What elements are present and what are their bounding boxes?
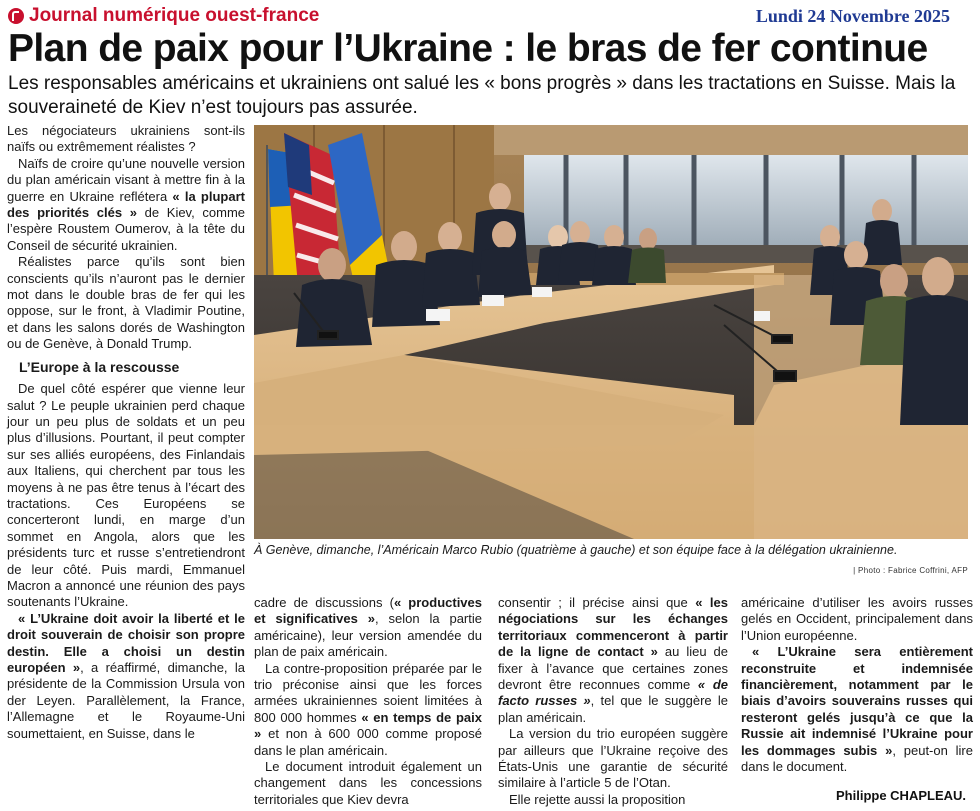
paragraph: La version du trio européen suggère par ailleurs que l’Ukraine reçoive des États-Unis une garantie de sécurité similaire à l’article 5 de l’Otan.: [498, 726, 728, 791]
paragraph: La contre-proposition préparée par le trio préconise ainsi que les forces armées ukrainiennes soient limitées à 800 000 hommes « en temps de paix » et non à 600 000 comme proposé dans le plan américain.: [254, 660, 482, 758]
masthead-title: Journal numérique ouest-france: [29, 5, 320, 26]
headline: Plan de paix pour l’Ukraine : le bras de fer continue: [8, 27, 928, 70]
paragraph: « L’Ukraine doit avoir la liberté et le droit souverain de choisir son propre destin. Elle a choisi un destin européen », a réaffirmé, dimanche, la présidente de la Commission Ursula von der Leyen. Parallèlement, la France, l’Allemagne et le Royaume-Uni soumettaient, en Suisse, dans le: [7, 610, 245, 741]
paragraph: « L’Ukraine sera entièrement reconstruite et indemnisée financièrement, notamment par le biais d’avoirs souverains russes qui resteront gelés jusqu’à ce que la Russie ait indemnisé l’Ukraine pour les dommages subis », peut-on lire dans le document.: [741, 644, 973, 775]
paragraph: américaine d’utiliser les avoirs russes gelés en Occident, principalement dans l’Union européenne.: [741, 595, 973, 643]
paragraph: Elle rejette aussi la proposition: [509, 791, 686, 807]
paragraph: De quel côté espérer que vienne leur salut ? Le peuple ukrainien perd chaque jour un peu plus de soldats et un peu plus d’illusions. Pourtant, il peut compter sur ses alliés européens, des Finlandais aux Italiens, qui cherchent par tous les moyens à ne pas être tenus à l’écart des tractations. Ces Européens se concerteront lundi, en marge d’un sommet en Angola, alors que les présidents turc et russe s’entretiendront de leur côté. Puis mardi, Emmanuel Macron a annoncé une réunion des pays soutenants l’Ukraine.: [7, 381, 245, 610]
ouest-france-logo-icon: [8, 8, 24, 24]
article-column-4: [741, 595, 973, 775]
paragraph: Réalistes parce qu’ils sont bien conscients qu’ils n’auront pas le dernier mot dans le double bras de fer qui les oppose, sur le front, à Vladimir Poutine, et dans les salons dorés de Washington ou de Genève, à Donald Trump.: [7, 254, 245, 352]
paragraph: Naïfs de croire qu’une nouvelle version du plan américain visant à mettre fin à la guerre en Ukraine reflétera « la plupart des priorités clés » de Kiev, comme l’espère Roustem Oumerov, à la tête du Conseil de sécurité ukrainien.: [7, 155, 245, 253]
photo-credit: | Photo : Fabrice Coffrini, AFP: [853, 566, 968, 575]
subheadline: Les responsables américains et ukrainiens ont salué les « bons progrès » dans les tractations en Suisse. Mais la souveraineté de Kiev n’est toujours pas assurée.: [8, 73, 956, 118]
article-column-2: [254, 595, 482, 808]
paragraph: Le document introduit également un changement dans les concessions territoriales que Kiev devra: [254, 759, 482, 807]
publication-date: Lundi 24 Novembre 2025: [755, 6, 950, 26]
article-column-1: [7, 123, 245, 742]
section-subtitle: L’Europe à la rescousse: [19, 358, 180, 375]
author-signature: Philippe CHAPLEAU.: [836, 788, 967, 803]
article-photo: [254, 125, 968, 539]
paragraph: cadre de discussions (« productives et significatives », selon la partie américaine), leur version amendée du plan de paix américain.: [254, 595, 482, 660]
paragraph: consentir ; il précise ainsi que « les négociations sur les échanges territoriaux commenceront à partir de la ligne de contact » au lieu de fixer à l’avance que certaines zones devront être reconnues comme « de facto russes », tel que le suggère le plan américain.: [498, 595, 728, 725]
paragraph: Les négociateurs ukrainiens sont-ils naïfs ou extrêmement réalistes ?: [7, 123, 245, 155]
masthead: [8, 4, 319, 28]
article-column-3: [498, 595, 728, 808]
photo-caption: À Genève, dimanche, l’Américain Marco Rubio (quatrième à gauche) et son équipe face à la délégation ukrainienne.: [254, 543, 898, 557]
